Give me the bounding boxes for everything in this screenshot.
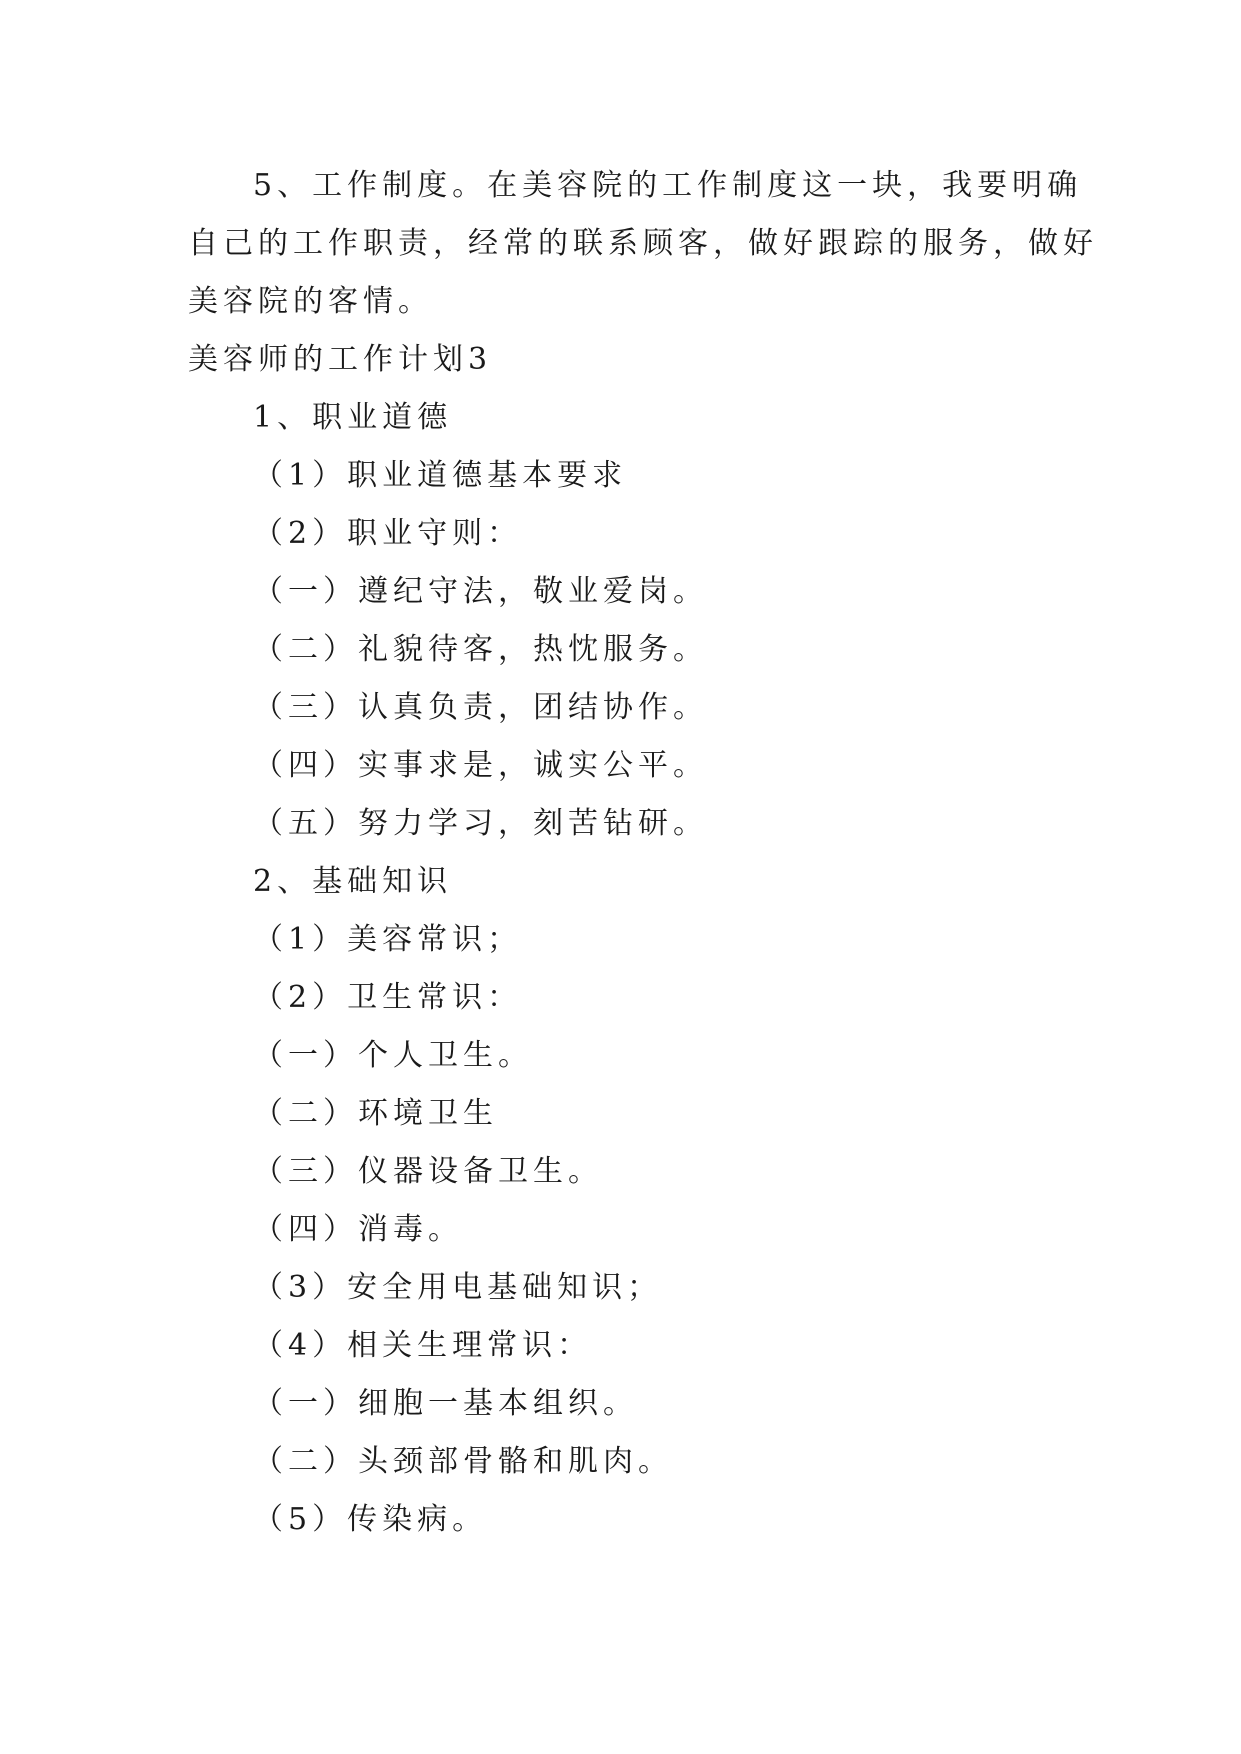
list-item: （四）实事求是，诚实公平。 bbox=[253, 748, 708, 783]
list-item: （一）细胞一基本组织。 bbox=[253, 1386, 638, 1421]
list-item: （1）职业道德基本要求 bbox=[253, 458, 628, 493]
list-item: （二）礼貌待客，热忱服务。 bbox=[253, 632, 708, 667]
list-item: （1）美容常识； bbox=[253, 922, 523, 957]
list-item: （一）个人卫生。 bbox=[253, 1038, 533, 1073]
list-item: （4）相关生理常识： bbox=[253, 1328, 593, 1363]
list-item: （5）传染病。 bbox=[253, 1502, 488, 1537]
list-item: （四）消毒。 bbox=[253, 1212, 463, 1247]
list-item: （2）职业守则： bbox=[253, 516, 523, 551]
paragraph-5-line-3: 美容院的客情。 bbox=[188, 284, 433, 319]
list-item: （二）头颈部骨骼和肌肉。 bbox=[253, 1444, 673, 1479]
list-item: （五）努力学习，刻苦钻研。 bbox=[253, 806, 708, 841]
list-item: （三）仪器设备卫生。 bbox=[253, 1154, 603, 1189]
list-item: （2）卫生常识： bbox=[253, 980, 523, 1015]
paragraph-5-line-2: 自己的工作职责，经常的联系顾客，做好跟踪的服务，做好 bbox=[188, 226, 1098, 261]
section-title: 美容师的工作计划3 bbox=[188, 342, 493, 377]
list-item: （3）安全用电基础知识； bbox=[253, 1270, 663, 1305]
list-item: （一）遵纪守法，敬业爱岗。 bbox=[253, 574, 708, 609]
list-item-heading: 1、职业道德 bbox=[253, 400, 453, 435]
list-item: （二）环境卫生 bbox=[253, 1096, 498, 1131]
list-item-heading: 2、基础知识 bbox=[253, 864, 453, 899]
paragraph-5-line-1: 5、工作制度。在美容院的工作制度这一块，我要明确 bbox=[253, 168, 1083, 203]
list-item: （三）认真负责，团结协作。 bbox=[253, 690, 708, 725]
